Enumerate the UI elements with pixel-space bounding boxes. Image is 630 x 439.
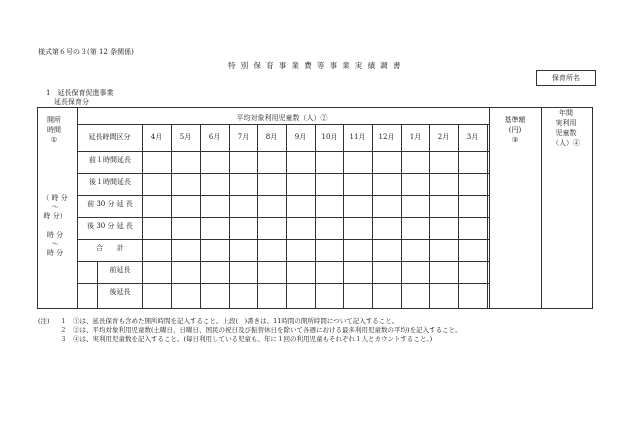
table-rule (142, 124, 143, 308)
month-header: 5月 (179, 133, 192, 141)
note-3: ３ ④は、実利用児童数を記入すること。(毎日利用している児童も、年に１回の利用児童もそれぞれ１人とカウントすること。) (60, 335, 433, 343)
row-label: 後１時間延長 (89, 178, 131, 186)
hours-line-3[interactable]: 時 分） (43, 212, 67, 220)
section-title: 1 延長保育促進事業 (46, 89, 114, 97)
header-category: 延長時間区分 (88, 133, 131, 141)
header-annual-line2: 実利用 (555, 119, 577, 127)
table-rule (77, 217, 489, 218)
month-header: 8月 (265, 133, 278, 141)
table-rule (77, 261, 489, 262)
table-rule (372, 124, 373, 308)
table-rule (77, 239, 489, 240)
section-subtitle: 延長保育分 (54, 98, 89, 106)
row-label: 前延長 (109, 266, 131, 274)
month-header: 2月 (437, 133, 450, 141)
table-rule (37, 308, 592, 309)
hours-line-2: 〜 (51, 203, 59, 211)
month-header: 12月 (378, 133, 395, 141)
header-hours-line2: 時間 (47, 126, 61, 134)
table-rule (487, 124, 488, 308)
form-number: 様式第６号の３(第 12 条関係) (38, 48, 134, 56)
header-base-line1: 基準額 (504, 116, 526, 124)
table-rule (458, 124, 459, 308)
header-hours-line1: 開所 (47, 116, 61, 124)
header-annual-line4: （人）④ (552, 139, 580, 147)
hours-line-1[interactable]: （ 時 分 (42, 194, 68, 202)
row-label: 合 計 (96, 244, 124, 252)
table-rule (77, 124, 489, 125)
month-header: 3月 (466, 133, 479, 141)
hours-line-4[interactable]: 時 分 (46, 231, 64, 239)
table-rule (343, 124, 344, 308)
hours-line-5: 〜 (51, 240, 59, 248)
hours-line-6[interactable]: 時 分 (46, 249, 64, 257)
notes-prefix: (注) (38, 317, 50, 325)
table-rule (37, 107, 592, 108)
row-label: 前 30 分 延 長 (87, 200, 133, 208)
table-rule (257, 124, 258, 308)
header-annual-line1: 年間 (559, 109, 573, 117)
table-rule (77, 283, 489, 284)
table-rule (77, 195, 489, 196)
table-rule (286, 124, 287, 308)
header-hours-line3: ① (50, 136, 58, 144)
header-annual-line3: 児童数 (555, 129, 577, 137)
month-header: 1月 (409, 133, 422, 141)
note-2: ２ ②は、平均対象利用児童数(土曜日、日曜日、国民の祝日及び振替休日を除いて各週における最多利用児童数の平均)を記入すること。 (60, 326, 462, 334)
note-1: １ ①は、延長保育も含めた開所時間を記入すること。上段( )書きは、11時間の開所時間について記入すること。 (60, 317, 399, 325)
row-label: 後 30 分 延 長 (87, 222, 133, 230)
month-header: 11月 (349, 133, 366, 141)
row-label: 前１時間延長 (89, 156, 131, 164)
table-rule (77, 151, 489, 152)
header-base-line2: (円) (508, 126, 522, 134)
table-rule (200, 124, 201, 308)
table-rule (592, 107, 593, 309)
table-rule (77, 173, 489, 174)
table-rule (315, 124, 316, 308)
month-header: 6月 (208, 133, 221, 141)
row-label: 後延長 (109, 288, 131, 296)
table-rule (429, 124, 430, 308)
table-rule (229, 124, 230, 308)
facility-name-box[interactable]: 保育所名 (536, 70, 596, 86)
month-header: 10月 (321, 133, 338, 141)
table-rule (171, 124, 172, 308)
header-average-children: 平均対象利用児童数（人）② (236, 114, 328, 122)
document-title: 特 別 保 育 事 業 費 等 事 業 実 績 調 書 (228, 61, 402, 70)
month-header: 7月 (237, 133, 250, 141)
month-header: 4月 (150, 133, 163, 141)
header-base-line3: ③ (511, 136, 519, 144)
month-header: 9月 (294, 133, 307, 141)
table-rule (401, 124, 402, 308)
